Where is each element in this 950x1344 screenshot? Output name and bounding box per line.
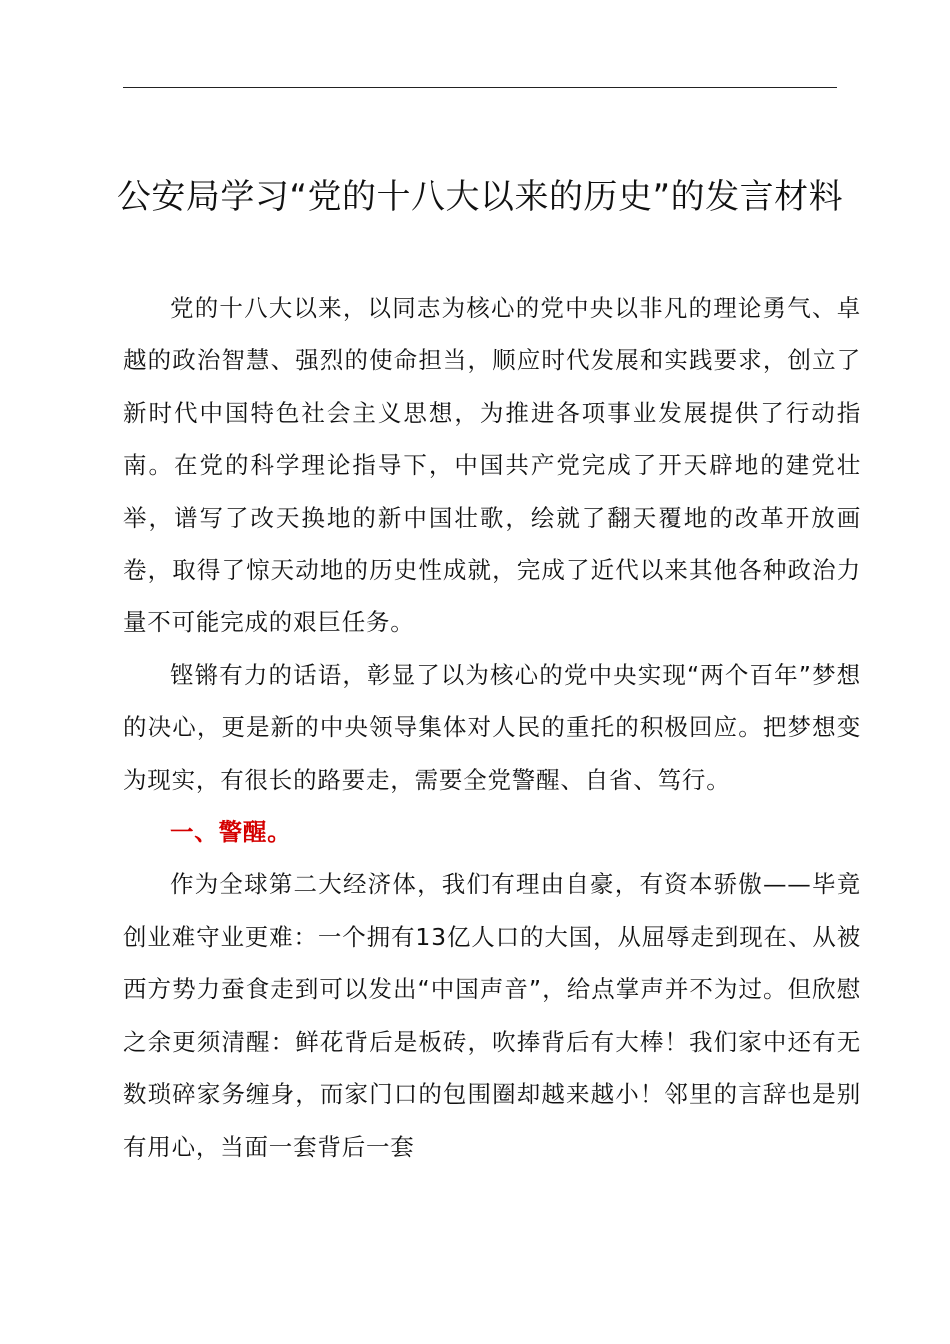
header-rule (123, 87, 837, 88)
body-paragraph-2: 铿锵有力的话语，彰显了以为核心的党中央实现“两个百年”梦想的决心，更是新的中央领导集体对人民的重托的积极回应。把梦想变为现实，有很长的路要走，需要全党警醒、自省、笃行。 (123, 660, 861, 794)
document-title: 公安局学习“党的十八大以来的历史”的发言材料 (116, 176, 844, 217)
body-paragraph-1: 党的十八大以来，以同志为核心的党中央以非凡的理论勇气、卓越的政治智慧、强烈的使命担当，顺应时代发展和实践要求，创立了新时代中国特色社会主义思想，为推进各项事业发展提供了行动指南。在党的科学理论指导下，中国共产党完成了开天辟地的建党壮举，谱写了改天换地的新中国壮歌，绘就了翻天覆地的改革开放画卷，取得了惊天动地的历史性成就，完成了近代以来其他各种政治力量不可能完成的艰巨任务。 (123, 294, 861, 637)
section-paragraph: 作为全球第二大经济体，我们有理由自豪，有资本骄傲——毕竟创业难守业更难：一个拥有13亿人口的大国，从屈辱走到现在、从被西方势力蚕食走到可以发出“中国声音”，给点掌声并不为过。但欣慰之余更须清醒：鲜花背后是板砖，吹捧背后有大棒！我们家中还有无数琐碎家务缠身，而家门口的包围圈却越来越小！邻里的言辞也是别有用心，当面一套背后一套 (123, 870, 861, 1161)
document-body (123, 282, 861, 1173)
section-heading: 一、警醒。 (170, 818, 292, 847)
